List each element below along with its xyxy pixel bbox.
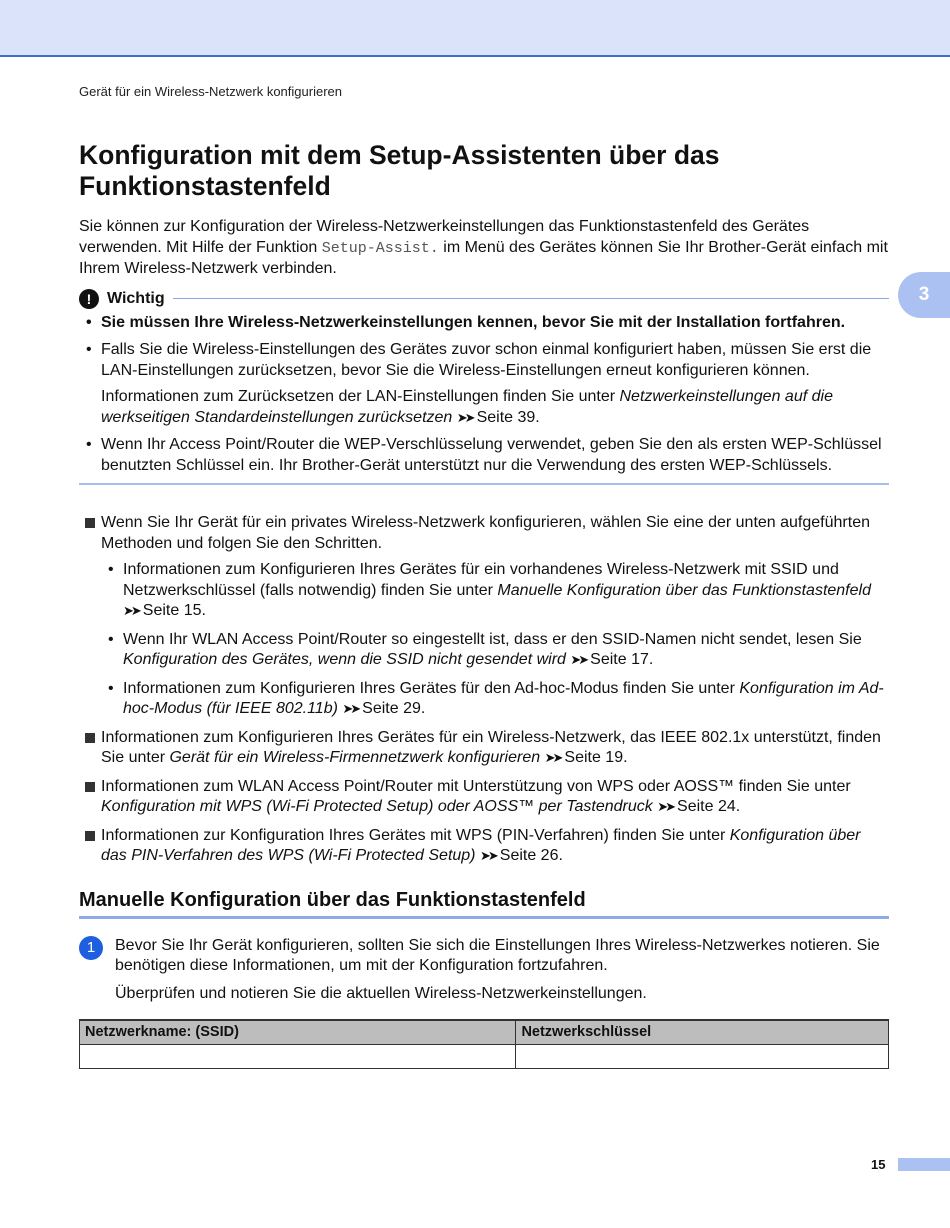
- step-text: Bevor Sie Ihr Gerät konfigurieren, sollten Sie sich die Einstellungen Ihres Wireless-Netzwerkes notieren. Sie benötigen diese Informationen, um mit der Konfiguration fortzufahren.: [115, 936, 880, 974]
- method-item-text: Informationen zur Konfiguration Ihres Gerätes mit WPS (PIN-Verfahren) finden Sie unter: [101, 826, 730, 844]
- note-item: • Wenn Ihr Access Point/Router die WEP-Verschlüsselung verwendet, geben Sie den als ersten WEP-Schlüssel benutzten Schlüssel ein. Ihr Brother-Gerät unterstützt nur die Verwendung des ersten WEP-Schlüssels.: [79, 435, 889, 476]
- page-reference: Seite 15.: [142, 602, 206, 619]
- page-number: 15: [871, 1157, 886, 1172]
- method-sub-item: [101, 679, 889, 720]
- reference-link[interactable]: Netzwerkeinstellungen auf die werkseitigen Standardeinstellungen zurücksetzen: [101, 388, 833, 426]
- header-band: [0, 0, 950, 57]
- page-reference: Seite 17.: [590, 651, 654, 668]
- page-title: Konfiguration mit dem Setup-Assistenten über das Funktionstastenfeld: [79, 140, 720, 201]
- step-number-icon: 1: [79, 936, 103, 960]
- step-1: [79, 936, 889, 1005]
- page-reference: Seite 19.: [564, 749, 628, 766]
- setup-assist-code: Setup-Assist.: [321, 239, 439, 257]
- method-sub-item: [101, 560, 889, 622]
- reference-link[interactable]: Konfiguration über das PIN-Verfahren des WPS (Wi-Fi Protected Setup): [101, 826, 861, 864]
- page-arrow-icon: ➤➤: [657, 799, 674, 814]
- key-cell: [516, 1044, 889, 1068]
- page-arrow-icon: ➤➤: [479, 848, 496, 863]
- method-item: [79, 513, 889, 720]
- method-item-text: Wenn Sie Ihr Gerät für ein privates Wireless-Netzwerk konfigurieren, wählen Sie eine der unten aufgeführten Methoden und folgen Sie den Schritten.: [101, 514, 870, 552]
- page-arrow-icon: ➤➤: [456, 409, 473, 425]
- reference-link[interactable]: Gerät für ein Wireless-Firmennetzwerk konfigurieren: [169, 749, 541, 766]
- intro-text-before: Sie können zur Konfiguration der Wireless-Netzwerkeinstellungen das Funktionstastenfeld des Gerätes verwenden. Mit Hilfe der Funktion: [79, 218, 810, 256]
- method-sub-item: [101, 630, 889, 671]
- table-header-row: [80, 1020, 889, 1044]
- running-header: Gerät für ein Wireless-Netzwerk konfigurieren: [79, 84, 342, 99]
- column-header-key: Netzwerkschlüssel: [516, 1020, 889, 1044]
- method-item-text: Informationen zum WLAN Access Point/Router mit Unterstützung von WPS oder AOSS™ finden Sie unter: [101, 777, 851, 795]
- method-item: [79, 777, 889, 818]
- table-row: [80, 1044, 889, 1068]
- page-arrow-icon: ➤➤: [342, 701, 359, 716]
- page-reference: Seite 24.: [677, 798, 741, 815]
- page-reference: Seite 26.: [499, 847, 563, 864]
- note-item: • Sie müssen Ihre Wireless-Netzwerkeinstellungen kennen, bevor Sie mit der Installation fortfahren.: [79, 313, 889, 334]
- note-list: [79, 313, 889, 477]
- page-reference: Seite 39.: [476, 408, 540, 426]
- reference-link[interactable]: Konfiguration mit WPS (Wi-Fi Protected Setup) oder AOSS™ per Tastendruck: [101, 798, 653, 815]
- page-reference: Seite 29.: [362, 700, 426, 717]
- network-settings-table: [79, 1019, 889, 1069]
- footer-band: [898, 1158, 950, 1171]
- ssid-cell: [80, 1044, 516, 1068]
- sub-item-text: Informationen zum Konfigurieren Ihres Gerätes für den Ad-hoc-Modus finden Sie unter: [123, 679, 740, 697]
- note-sub-text: Informationen zum Zurücksetzen der LAN-Einstellungen finden Sie unter: [101, 388, 620, 405]
- reference-link[interactable]: Konfiguration im Ad-hoc-Modus (für IEEE 802.11b): [123, 679, 884, 717]
- note-divider: [173, 298, 889, 299]
- method-list: [79, 513, 889, 867]
- section-title: Manuelle Konfiguration über das Funktionstastenfeld: [79, 889, 889, 919]
- sub-item-text: Wenn Ihr WLAN Access Point/Router so eingestellt ist, dass er den SSID-Namen nicht sendet, lesen Sie: [123, 630, 862, 648]
- method-item-text: Informationen zum Konfigurieren Ihres Gerätes für ein Wireless-Netzwerk, das IEEE 802.1x unterstützt, finden Sie unter: [101, 728, 881, 766]
- method-item: [79, 728, 889, 769]
- exclamation-icon: !: [79, 289, 99, 309]
- page-arrow-icon: ➤➤: [544, 750, 561, 765]
- note-item-text: Falls Sie die Wireless-Einstellungen des Gerätes zuvor schon einmal konfiguriert haben, müssen Sie erst die LAN-Einstellungen zurücksetzen, bevor Sie die Wireless-Einstellungen erneut konfigurieren können.: [101, 341, 872, 379]
- note-title: Wichtig: [107, 289, 165, 307]
- note-item: [79, 340, 889, 428]
- page-arrow-icon: ➤➤: [123, 603, 139, 618]
- method-item: [79, 826, 889, 867]
- reference-link[interactable]: Konfiguration des Gerätes, wenn die SSID nicht gesendet wird: [123, 651, 566, 668]
- intro-paragraph: [79, 217, 889, 280]
- page-content: [79, 140, 889, 1069]
- page-arrow-icon: ➤➤: [570, 652, 587, 667]
- note-bottom-rule: [79, 483, 889, 485]
- column-header-ssid: Netzwerkname: (SSID): [80, 1020, 516, 1044]
- chapter-tab: 3: [898, 272, 950, 318]
- reference-link[interactable]: Manuelle Konfiguration über das Funktionstastenfeld: [497, 581, 871, 599]
- important-note-header: [79, 288, 889, 310]
- step-text: Überprüfen und notieren Sie die aktuellen Wireless-Netzwerkeinstellungen.: [115, 984, 647, 1002]
- note-subparagraph: [101, 387, 889, 428]
- method-sub-list: [101, 560, 889, 720]
- intro-text-after: im Menü des Gerätes können Sie Ihr Brother-Gerät einfach mit Ihrem Wireless-Netzwerk verbinden.: [79, 238, 888, 277]
- sub-item-text: Informationen zum Konfigurieren Ihres Gerätes für ein vorhandenes Wireless-Netzwerk mit SSID und Netzwerkschlüssel (falls notwendig) finden Sie unter: [123, 561, 839, 599]
